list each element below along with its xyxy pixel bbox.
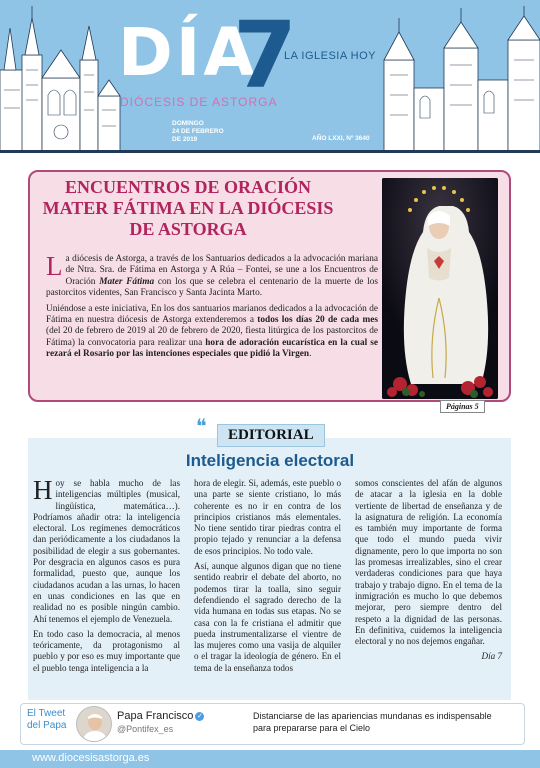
masthead: [0, 0, 540, 153]
pope-portrait: [77, 707, 112, 742]
editorial-paragraph: Así, aunque algunos digan que no tiene sentido reabrir el debate del aborto, no podemos tirar la toalla, sino seguir defendiendo el sagrado derecho de la vida humana en todas sus etapas. No se casa con la fe cristiana el admitir que pueda instrumentalizarse el vientre de las mujeres como una vasija de alquiler o el tragar la ideología de género. En el tema de la enseñanza todos: [194, 561, 341, 673]
tweet-author-name[interactable]: [117, 710, 204, 722]
text-run: Uniéndose a este iniciativa, En los dos santuarios marianos dedicados a la advocación de Fátima en nuestra diócesis de Astorga extenderemos a: [46, 303, 378, 326]
statue-illustration: [382, 178, 498, 399]
tweet-author-handle[interactable]: @Pontifex_es: [117, 724, 174, 734]
feature-body: [46, 251, 378, 361]
editorial-label: EDITORIAL: [217, 424, 325, 447]
text-run: a diócesis de Astorga, a través de los Santuarios dedicados a la advocación mariana de Ntra. Sra. de Fátima en Astorga y A Rúa – Fontei, se une a los Encuentros de Oración: [65, 254, 378, 287]
date-line: 24 DE FEBRERO: [172, 128, 224, 135]
page-reference-badge: Páginas 5: [440, 400, 485, 413]
issue-number: AÑO LXXI, Nº 3640: [312, 135, 370, 142]
editorial-paragraph: [33, 475, 180, 625]
editorial-paragraph: hora de elegir. Si, además, este pueblo o una parte se siente cristiano, lo más coherente es no ir en contra de los principios cristianos más elementales. No tiene sentido tirar piedras contra el propio tejado y renunciar a la defensa de esos principios. No todo vale.: [194, 478, 341, 556]
feature-paragraph: [46, 251, 378, 300]
newspaper-brand: [118, 2, 418, 140]
editorial-signature: Día 7: [481, 651, 502, 662]
diocese-name: DIÓCESIS DE ASTORGA: [120, 95, 278, 109]
editorial-column-1: [33, 475, 180, 674]
brand-word: DÍA: [118, 14, 258, 91]
tweet-text: Distanciarse de las apariencias mundanas es indispensable para prepararse para el Cielo: [253, 711, 492, 733]
drop-cap: H: [33, 475, 53, 505]
text-run: con los que se celebra el centenario de la muerte de los pastorcitos videntes, San Francisco y Santa Jacinta Marto.: [46, 276, 378, 299]
text-run: .: [309, 349, 312, 360]
website-link[interactable]: www.diocesisastorga.es: [32, 752, 150, 764]
editorial-title: Inteligencia electoral: [185, 451, 355, 470]
text-run: hora de adoración eucarística en la cual se rezará el Rosario por las intenciones especiales que pidió la Virgen: [46, 337, 378, 360]
date-line: DOMINGO: [172, 120, 204, 127]
editorial-paragraph: somos conscientes del afán de algunos de atacar a la iglesia en la doble vertiente de libertad de enseñanza y de la asignatura de religión. La economía es también muy importante de forma que todo el mundo pueda vivir dignamente, pero lo que importa no son las promesas irrealizables, sino el crear verdaderas condiciones para que haya trabajo y trabajo digno. En el tema de la inmigración es mucho lo que debemos mejorar, pero siempre dentro del respeto a la dignidad de las personas. En definitiva, cuidemos la inteligencia electoral y no nos dejemos engañar.: [355, 478, 502, 647]
feature-paragraph: [46, 304, 378, 361]
author-name-text: Papa Francisco: [117, 710, 194, 722]
feature-title: ENCUENTROS DE ORACIÓN MATER FÁTIMA EN LA DIÓCESIS DE ASTORGA: [42, 177, 334, 239]
verified-check-icon: ✓: [197, 713, 203, 720]
editorial-column-2: [194, 478, 341, 674]
editorial-columns: [33, 475, 503, 674]
feature-article: [28, 170, 511, 402]
label-line: El Tweet: [27, 708, 66, 719]
avatar: [76, 706, 112, 742]
text-run: oy se habla mucho de las inteligencias múltiples (musical, lingüística, matemática…). Podríamos añadir otra: la inteligencia electoral. Los regímenes democráticos dan periódicamente a los ciudadanos la posibilidad de elegir a sus gobernantes. Por desgracia en algunos casos es pura formalidad, puesto que, aunque los ciudadanos acudan a las urnas, lo hacen en unas condiciones en las que en realidad no es posible ningún cambio. Ahí tenemos el ejemplo de Venezuela.: [33, 478, 180, 624]
editorial-column-3: [355, 478, 502, 674]
text-run: todos los días 20 de cada mes: [257, 315, 378, 326]
footer-bar: [0, 750, 540, 768]
label-line: del Papa: [27, 720, 67, 731]
text-run: (del 20 de febrero de 2019 al 20 de febrero de 2020, fiesta litúrgica de los pastorcitos de Fátima) la convocatoria para realizar una: [46, 326, 378, 348]
quote-icon: ❝: [196, 414, 207, 438]
text-run: Mater Fátima: [99, 276, 155, 287]
editorial-paragraph: En todo caso la democracia, al menos teóricamente, da protagonismo al pueblo y por eso es muy importante que el pueblo tenga inteligencia a la: [33, 628, 180, 673]
date-line: DE 2019: [172, 136, 198, 143]
pope-tweet-box: [20, 703, 525, 745]
issue-date: [172, 120, 224, 144]
brand-tagline: LA IGLESIA HOY: [284, 50, 376, 62]
brand-number: 7: [233, 2, 298, 109]
tweet-section-label: [27, 708, 66, 732]
drop-cap: L: [46, 251, 63, 281]
virgin-of-fatima-photo: [382, 178, 498, 399]
